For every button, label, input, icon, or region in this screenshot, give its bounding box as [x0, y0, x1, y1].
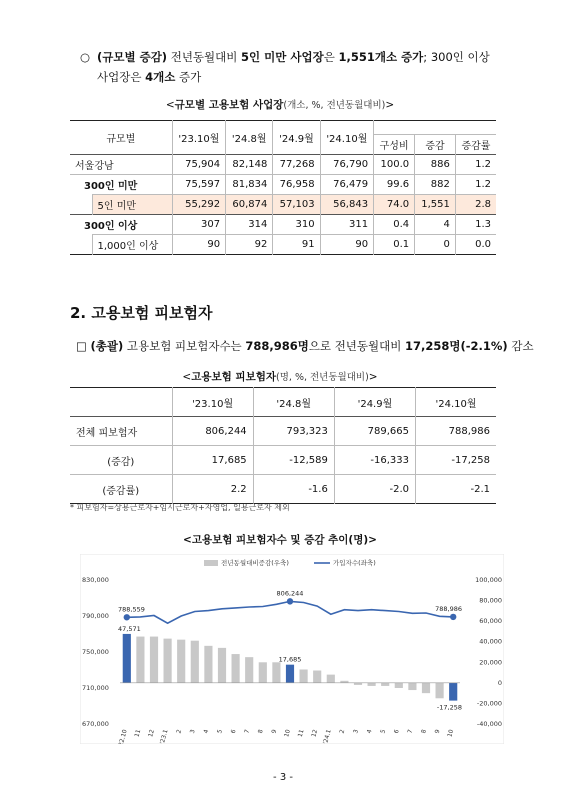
data-label: -17,258 [436, 703, 462, 712]
table-cell: 76,790 [320, 155, 373, 175]
right-axis-tick: 0 [497, 678, 502, 687]
data-label: 788,559 [118, 605, 145, 614]
table-cell: -2.0 [334, 475, 415, 504]
table-row [70, 175, 496, 195]
x-axis-tick: 11 [133, 728, 143, 738]
bar [408, 683, 416, 690]
line-marker [287, 598, 293, 604]
header-cell: '24.9월 [334, 388, 415, 417]
x-axis-tick: 6 [392, 728, 401, 735]
scale-change-bullet [80, 47, 500, 87]
x-axis-tick: 4 [365, 728, 374, 735]
x-axis-tick: 5 [379, 728, 388, 735]
table-cell: 4 [415, 215, 456, 235]
bullet-text: 전년동월대비 [167, 50, 242, 64]
legend-swatch [204, 560, 218, 566]
data-label: 788,986 [435, 604, 462, 613]
row-label: 서울강남 [70, 155, 172, 175]
bar [395, 683, 403, 688]
footnote: * 피보험자=상용근로자+임시근로자+자영업, 일용근로자 제외 [70, 503, 290, 512]
bar [422, 683, 430, 693]
right-axis-tick: 40,000 [479, 637, 502, 646]
table-row [70, 155, 496, 175]
table-cell: 806,244 [172, 417, 253, 446]
x-axis-tick: 10 [283, 728, 292, 738]
header-cell: '24.9월 [273, 121, 320, 155]
bullet-heading: (규모별 증감) [97, 50, 168, 64]
caption-unit: (개소, %, 전년동월대비) [283, 100, 386, 111]
caption-bracket: < [182, 371, 192, 383]
header-cell: '23.10월 [172, 121, 225, 155]
table-cell: 0.0 [455, 235, 496, 255]
right-axis-tick: 60,000 [479, 617, 502, 626]
data-label: 47,571 [118, 624, 141, 633]
insured-persons-table [70, 387, 496, 504]
bullet-text: 17,258명(-2.1%) [405, 339, 508, 353]
bullet-text: 4개소 [145, 70, 176, 84]
right-axis-tick: 20,000 [479, 658, 502, 667]
header-cell: 증감 [415, 135, 456, 155]
bar [164, 639, 172, 683]
right-axis-tick: -20,000 [476, 699, 502, 708]
bar [123, 634, 131, 683]
legend-label: 전년동월대비증감(우축) [221, 559, 289, 567]
row-label: 5인 미만 [92, 195, 172, 215]
header-cell [70, 388, 172, 417]
bar [354, 683, 362, 685]
row-label: 1,000인 이상 [92, 235, 172, 255]
row-label: 300인 미만 [70, 175, 172, 195]
bar [340, 681, 348, 683]
table-cell: 57,103 [273, 195, 320, 215]
table-cell: 60,874 [226, 195, 273, 215]
header-cell: '24.10월 [435, 398, 477, 410]
table-cell: 1.3 [455, 215, 496, 235]
line-marker [124, 614, 130, 620]
bullet-text: ; 300인 이상 사업장은 [97, 50, 490, 84]
bar [368, 683, 376, 686]
caption-bracket: < [165, 99, 175, 111]
bullet-text: 감소 [507, 339, 534, 353]
table-cell: 1.2 [475, 159, 491, 170]
header-cell: 규모별 [70, 121, 172, 155]
table-cell: 75,904 [172, 155, 225, 175]
bar [204, 646, 212, 683]
table-cell: 310 [273, 215, 320, 235]
table-cell: 307 [172, 215, 225, 235]
x-axis-tick: '23.1 [158, 728, 170, 744]
table-row [70, 195, 496, 215]
caption-title: 규모별 고용보험 사업장 [174, 99, 284, 111]
right-axis-tick: -40,000 [476, 720, 502, 728]
row-label: 전체 피보험자 [70, 417, 172, 446]
bullet-text: 5인 미만 사업장 [241, 50, 324, 64]
x-axis-tick: 3 [352, 728, 360, 735]
section-title: 2. 고용보험 피보험자 [70, 304, 213, 322]
bar [232, 654, 240, 683]
left-axis-tick: 670,000 [82, 720, 109, 728]
caption-title: 고용보험 피보험자 [191, 371, 277, 383]
x-axis-tick: 4 [202, 728, 211, 735]
table-cell: 77,268 [273, 155, 320, 175]
bullet-text: 으로 전년동월대비 [308, 339, 406, 353]
bar [436, 683, 444, 698]
table-cell: 76,479 [320, 175, 373, 195]
page-number: - 3 - [273, 772, 293, 783]
bar [259, 662, 267, 683]
table-cell: 0 [415, 235, 456, 255]
table-cell: 0.4 [374, 215, 415, 235]
table-cell: 2.8 [455, 195, 496, 215]
bar [381, 683, 389, 686]
right-axis-tick: 80,000 [479, 596, 502, 605]
table-cell: 311 [320, 215, 373, 235]
table-cell: 90 [172, 235, 225, 255]
x-axis-tick: 7 [406, 728, 415, 735]
table-row [70, 417, 496, 446]
left-axis-tick: 750,000 [82, 648, 109, 656]
bar [286, 665, 294, 683]
table-cell: 74.0 [374, 195, 415, 215]
legend-label: 가입자수(좌축) [333, 559, 376, 567]
bar [313, 671, 321, 683]
x-axis-tick: 2 [175, 728, 184, 735]
table-cell: 793,323 [253, 417, 334, 446]
table-cell: 82,148 [226, 155, 273, 175]
table-cell: -1.6 [253, 475, 334, 504]
table-cell: 882 [415, 175, 456, 195]
bar [449, 683, 457, 701]
table-cell: 55,292 [172, 195, 225, 215]
line-marker [450, 614, 456, 620]
left-axis-tick: 790,000 [82, 612, 109, 620]
table-cell: 886 [415, 155, 456, 175]
table-cell: 789,665 [334, 417, 415, 446]
table1-caption [70, 97, 490, 112]
row-label: 300인 이상 [70, 215, 172, 235]
x-axis-tick: 2 [338, 728, 347, 735]
table-cell: 90 [320, 235, 373, 255]
table-cell: 2.2 [172, 475, 253, 504]
table-cell: 91 [273, 235, 320, 255]
table-cell: 1,551 [415, 195, 456, 215]
table-cell: 99.6 [374, 175, 415, 195]
bar [327, 675, 335, 683]
x-axis-tick: 3 [188, 728, 197, 735]
table-cell: -2.1 [470, 483, 490, 495]
table-cell: 56,843 [320, 195, 373, 215]
x-axis-tick: 9 [433, 728, 442, 735]
x-axis-tick: 8 [420, 728, 428, 735]
x-axis-tick: 7 [243, 728, 252, 735]
table-cell: 76,958 [273, 175, 320, 195]
table-cell: 17,685 [172, 446, 253, 475]
bullet-text: 1,551개소 증가 [338, 50, 424, 64]
bullet-heading: (총괄) [90, 339, 124, 353]
x-axis-tick: 8 [256, 728, 265, 735]
bullet-text: 고용보험 피보험자수는 [123, 339, 246, 353]
x-axis-tick: 12 [310, 728, 320, 738]
table-row [70, 235, 496, 255]
header-cell: '24.10월 [320, 121, 373, 155]
data-label: 806,244 [276, 589, 304, 598]
caption-bracket: > [368, 371, 378, 383]
table-row [70, 215, 496, 235]
caption-unit: (명, %, 전년동월대비) [276, 372, 369, 383]
header-cell: '24.8월 [253, 388, 334, 417]
bar [191, 641, 199, 683]
left-axis-tick: 830,000 [82, 576, 109, 584]
table-row [70, 475, 496, 504]
table-cell: -12,589 [253, 446, 334, 475]
table-cell: 1.2 [455, 175, 496, 195]
table-cell: 788,986 [448, 425, 490, 437]
x-axis-tick: 10 [446, 728, 456, 738]
bullet-text: 788,986명 [245, 339, 309, 353]
insured-trend-chart [80, 554, 504, 744]
table-cell: 0.1 [374, 235, 415, 255]
x-axis-tick: 6 [229, 728, 238, 735]
bar [150, 637, 158, 683]
x-axis-tick: 11 [296, 728, 306, 738]
table-cell: 92 [226, 235, 273, 255]
table-cell: -17,258 [451, 454, 490, 466]
bar [272, 662, 280, 683]
left-axis-tick: 710,000 [82, 684, 109, 692]
table-row [70, 446, 496, 475]
x-axis-tick: 5 [216, 728, 224, 735]
x-axis-tick: '24.1 [322, 728, 333, 744]
chart-svg [80, 554, 504, 744]
row-label: (증감) [70, 446, 172, 475]
x-axis-tick: '22.10 [117, 728, 129, 744]
workplace-scale-table [70, 120, 496, 255]
bullet-text: 증가 [175, 70, 202, 84]
bar [300, 669, 308, 682]
header-cell: '24.8월 [226, 121, 273, 155]
table-cell: 100.0 [374, 155, 415, 175]
header-cell: '23.10월 [172, 388, 253, 417]
square-bullet-icon: □ [76, 339, 87, 353]
header-cell: 구성비 [374, 135, 415, 155]
header-cell: 증감률 [461, 141, 491, 152]
data-label: 17,685 [278, 655, 302, 664]
bar [245, 657, 253, 683]
summary-bullet [76, 338, 534, 354]
bar [177, 640, 185, 683]
bar [218, 648, 226, 683]
table-cell: 314 [226, 215, 273, 235]
table-cell: 81,834 [226, 175, 273, 195]
circle-bullet-icon: ○ [80, 50, 91, 64]
x-axis-tick: 9 [270, 728, 279, 735]
bar [136, 637, 144, 683]
caption-bracket: > [385, 99, 395, 111]
bullet-text: 은 [323, 50, 339, 64]
table2-caption [70, 369, 490, 384]
x-axis-tick: 12 [147, 728, 156, 738]
row-label: (증감률) [70, 475, 172, 504]
chart-caption: <고용보험 피보험자수 및 증감 추이(명)> [183, 534, 377, 546]
right-axis-tick: 100,000 [475, 576, 502, 584]
table-cell: 75,597 [172, 175, 225, 195]
table-cell: -16,333 [334, 446, 415, 475]
